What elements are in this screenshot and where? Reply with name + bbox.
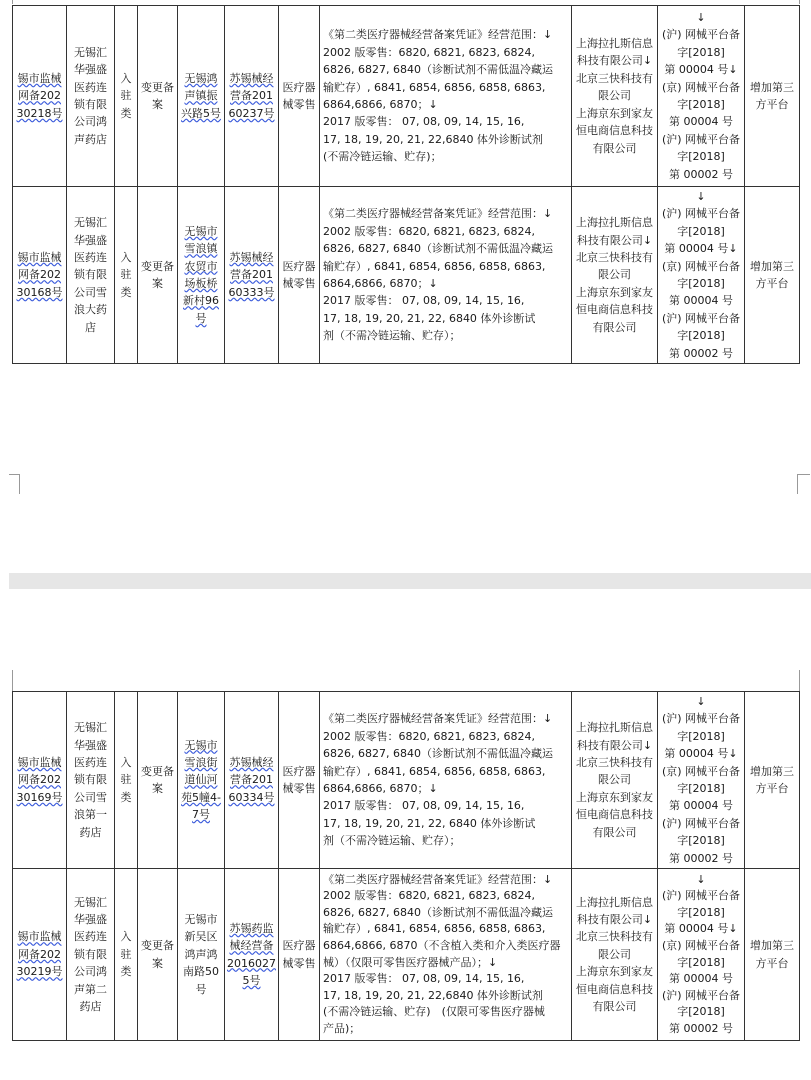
platform-filings: [658, 187, 745, 364]
cell-line: 第 00004 号: [669, 799, 733, 813]
business-category: 医疗器械零售: [279, 869, 320, 1041]
company-name: 无锡汇华强盛医药连锁有限公司雪浪第一药店: [67, 692, 115, 869]
record-type: 入驻类: [115, 6, 138, 187]
cell-line: (沪) 网械平台备字[2018]: [661, 889, 741, 919]
record-id: 锡市监械网备20230219号: [13, 869, 67, 1041]
company-name: 无锡汇华强盛医药连锁有限公司鸿声第二药店: [67, 869, 115, 1041]
cell-line: 第 00002 号: [669, 851, 733, 865]
cell-line: 北京三快科技有限公司: [576, 250, 653, 282]
platform-companies: [572, 6, 658, 187]
cell-line: 《第二类医疗器械经营备案凭证》经营范围：↓: [323, 207, 553, 221]
cell-line: 第 00004 号↓: [664, 922, 738, 936]
cell-line: (京) 网械平台备字[2018]: [661, 80, 741, 111]
cell-line: 上海拉扎斯信息科技有限公司↓: [576, 216, 653, 247]
cell-line: 上海拉扎斯信息科技有限公司↓: [576, 895, 653, 927]
cell-line: 《第二类医疗器械经营备案凭证》经营范围：↓: [323, 712, 553, 726]
remark: 增加第三方平台: [745, 869, 800, 1041]
cell-line: 剂（不需冷链运输、贮存）；: [323, 834, 461, 848]
cell-line: 6864,6866, 6870（不含植入类和介入类医疗器: [323, 938, 561, 952]
business-category: 医疗器械零售: [279, 692, 320, 869]
remark: 增加第三方平台: [745, 6, 800, 187]
platform-filings: [658, 869, 745, 1041]
cell-line: ↓: [696, 695, 706, 708]
filing-action: 变更备案: [138, 692, 178, 869]
platform-filings: [658, 692, 745, 869]
cell-line: 剂（不需冷链运输、贮存）；: [323, 329, 461, 343]
crop-mark: [12, 670, 13, 691]
cell-line: 第 00002 号: [669, 167, 733, 181]
cell-line: 上海京东到家友恒电商信息科技有限公司: [576, 106, 653, 155]
cell-line: 北京三快科技有限公司: [576, 71, 653, 103]
license-number: 苏锡械经营备20160237号: [225, 6, 279, 187]
crop-mark: [9, 474, 20, 494]
cell-line: (沪) 网械平台备字[2018]: [661, 207, 741, 238]
cell-line: 6826, 6827, 6840（诊断试剂不需低温冷藏运: [323, 747, 553, 761]
cell-line: 输贮存）, 6841, 6854, 6856, 6858, 6863,: [323, 259, 546, 273]
cell-line: 2017 版零售： 07, 08, 09, 14, 15, 16,: [323, 115, 525, 129]
cell-line: 17, 18, 19, 20, 21, 22, 6840 体外诊断试: [323, 311, 536, 325]
cell-line: 第 00004 号: [669, 972, 733, 986]
cell-line: 2002 版零售：6820, 6821, 6823, 6824,: [323, 224, 535, 238]
platform-companies: [572, 869, 658, 1041]
cell-line: 6826, 6827, 6840（诊断试剂不需低温冷藏运: [323, 242, 553, 256]
record-id: 锡市监械网备20230218号: [13, 6, 67, 187]
cell-line: 第 00004 号↓: [664, 63, 738, 77]
cell-line: 械）（仅限可零售医疗器械产品）；↓: [323, 955, 498, 969]
remark: 增加第三方平台: [745, 692, 800, 869]
crop-mark: [797, 474, 810, 494]
cell-line: 6864,6866, 6870；↓: [323, 782, 438, 796]
cell-line: 上海拉扎斯信息科技有限公司↓: [576, 721, 653, 752]
business-scope: [320, 869, 572, 1041]
cell-line: 2017 版零售： 07, 08, 09, 14, 15, 16,: [323, 294, 525, 308]
cell-line: (不需冷链运输、贮存)；: [323, 150, 442, 164]
address: 无锡市雪浪镇农贸市场板桥新村96号: [178, 187, 225, 364]
cell-line: 6864,6866, 6870；↓: [323, 277, 438, 291]
cell-line: 6826, 6827, 6840（诊断试剂不需低温冷藏运: [323, 63, 553, 77]
filing-action: 变更备案: [138, 6, 178, 187]
cell-line: 第 00004 号↓: [664, 747, 738, 761]
business-category: 医疗器械零售: [279, 6, 320, 187]
cell-line: 《第二类医疗器械经营备案凭证》经营范围：↓: [323, 872, 553, 886]
cell-line: 上海京东到家友恒电商信息科技有限公司: [576, 285, 653, 334]
cell-line: (京) 网械平台备字[2018]: [661, 938, 741, 969]
cell-line: 输贮存）, 6841, 6854, 6856, 6858, 6863,: [323, 922, 546, 936]
company-name: 无锡汇华强盛医药连锁有限公司鸿声药店: [67, 6, 115, 187]
cell-line: 6826, 6827, 6840（诊断试剂不需低温冷藏运: [323, 905, 553, 919]
cell-line: (沪) 网械平台备字[2018]: [661, 816, 741, 848]
cell-line: 2002 版零售：6820, 6821, 6823, 6824,: [323, 729, 535, 743]
cell-line: 上海拉扎斯信息科技有限公司↓: [576, 37, 653, 68]
cell-line: 第 00002 号: [669, 1021, 733, 1035]
cell-line: 2002 版零售：6820, 6821, 6823, 6824,: [323, 889, 535, 903]
cell-line: (不需冷链运输、贮存) (仅限可零售医疗器械: [323, 1005, 545, 1019]
cell-line: 北京三快科技有限公司: [576, 930, 653, 961]
record-type: 入驻类: [115, 869, 138, 1041]
record-table-page-1: [12, 5, 800, 364]
address: 无锡市雪浪街道仙河苑5幢4-7号: [178, 692, 225, 869]
company-name: 无锡汇华强盛医药连锁有限公司雪浪大药店: [67, 187, 115, 364]
table-row: [13, 692, 800, 869]
record-id: 锡市监械网备20230169号: [13, 692, 67, 869]
cell-line: 6864,6866, 6870；↓: [323, 98, 438, 111]
cell-line: (沪) 网械平台备字[2018]: [661, 28, 741, 59]
platform-companies: [572, 187, 658, 364]
cell-line: (沪) 网械平台备字[2018]: [661, 132, 741, 164]
cell-line: 2017 版零售： 07, 08, 09, 14, 15, 16,: [323, 972, 525, 986]
platform-filings: [658, 6, 745, 187]
filing-action: 变更备案: [138, 869, 178, 1041]
license-number: 苏锡械经营备20160333号: [225, 187, 279, 364]
cell-line: (沪) 网械平台备字[2018]: [661, 712, 741, 743]
cell-line: 产品)；: [323, 1021, 361, 1035]
remark: 增加第三方平台: [745, 187, 800, 364]
cell-line: 上海京东到家友恒电商信息科技有限公司: [576, 790, 653, 839]
record-type: 入驻类: [115, 187, 138, 364]
business-category: 医疗器械零售: [279, 187, 320, 364]
cell-line: (沪) 网械平台备字[2018]: [661, 988, 741, 1019]
cell-line: 上海京东到家友恒电商信息科技有限公司: [576, 965, 653, 1014]
cell-line: 北京三快科技有限公司: [576, 755, 653, 787]
cell-line: (京) 网械平台备字[2018]: [661, 764, 741, 796]
filing-action: 变更备案: [138, 187, 178, 364]
license-number: 苏锡药监械经营备20160275号: [225, 869, 279, 1041]
crop-mark: [799, 670, 800, 691]
license-number: 苏锡械经营备20160334号: [225, 692, 279, 869]
cell-line: 17, 18, 19, 20, 21, 22,6840 体外诊断试剂: [323, 988, 543, 1002]
cell-line: 2017 版零售： 07, 08, 09, 14, 15, 16,: [323, 799, 525, 813]
cell-line: ↓: [696, 872, 706, 886]
cell-line: 第 00004 号: [669, 294, 733, 308]
cell-line: (京) 网械平台备字[2018]: [661, 259, 741, 291]
address: 无锡市新吴区鸿声鸿南路50号: [178, 869, 225, 1041]
record-table-page-2: [12, 691, 800, 1041]
cell-line: ↓: [696, 10, 706, 24]
cell-line: 第 00004 号: [669, 115, 733, 129]
table-row: [13, 869, 800, 1041]
page-separator: [9, 573, 811, 589]
table-row: [13, 187, 800, 364]
business-scope: [320, 692, 572, 869]
cell-line: ↓: [696, 190, 706, 203]
cell-line: 17, 18, 19, 20, 21, 22, 6840 体外诊断试: [323, 816, 536, 830]
cell-line: 17, 18, 19, 20, 21, 22,6840 体外诊断试剂: [323, 132, 543, 146]
business-scope: [320, 6, 572, 187]
cell-line: (沪) 网械平台备字[2018]: [661, 311, 741, 343]
cell-line: 输贮存）, 6841, 6854, 6856, 6858, 6863,: [323, 80, 546, 94]
platform-companies: [572, 692, 658, 869]
address: 无锡鸿声镇振兴路5号: [178, 6, 225, 187]
record-id: 锡市监械网备20230168号: [13, 187, 67, 364]
cell-line: 输贮存）, 6841, 6854, 6856, 6858, 6863,: [323, 764, 546, 778]
record-type: 入驻类: [115, 692, 138, 869]
cell-line: 第 00004 号↓: [664, 242, 738, 256]
cell-line: 《第二类医疗器械经营备案凭证》经营范围：↓: [323, 28, 553, 42]
cell-line: 2002 版零售：6820, 6821, 6823, 6824,: [323, 45, 535, 59]
business-scope: [320, 187, 572, 364]
cell-line: 第 00002 号: [669, 346, 733, 360]
table-row: [13, 6, 800, 187]
